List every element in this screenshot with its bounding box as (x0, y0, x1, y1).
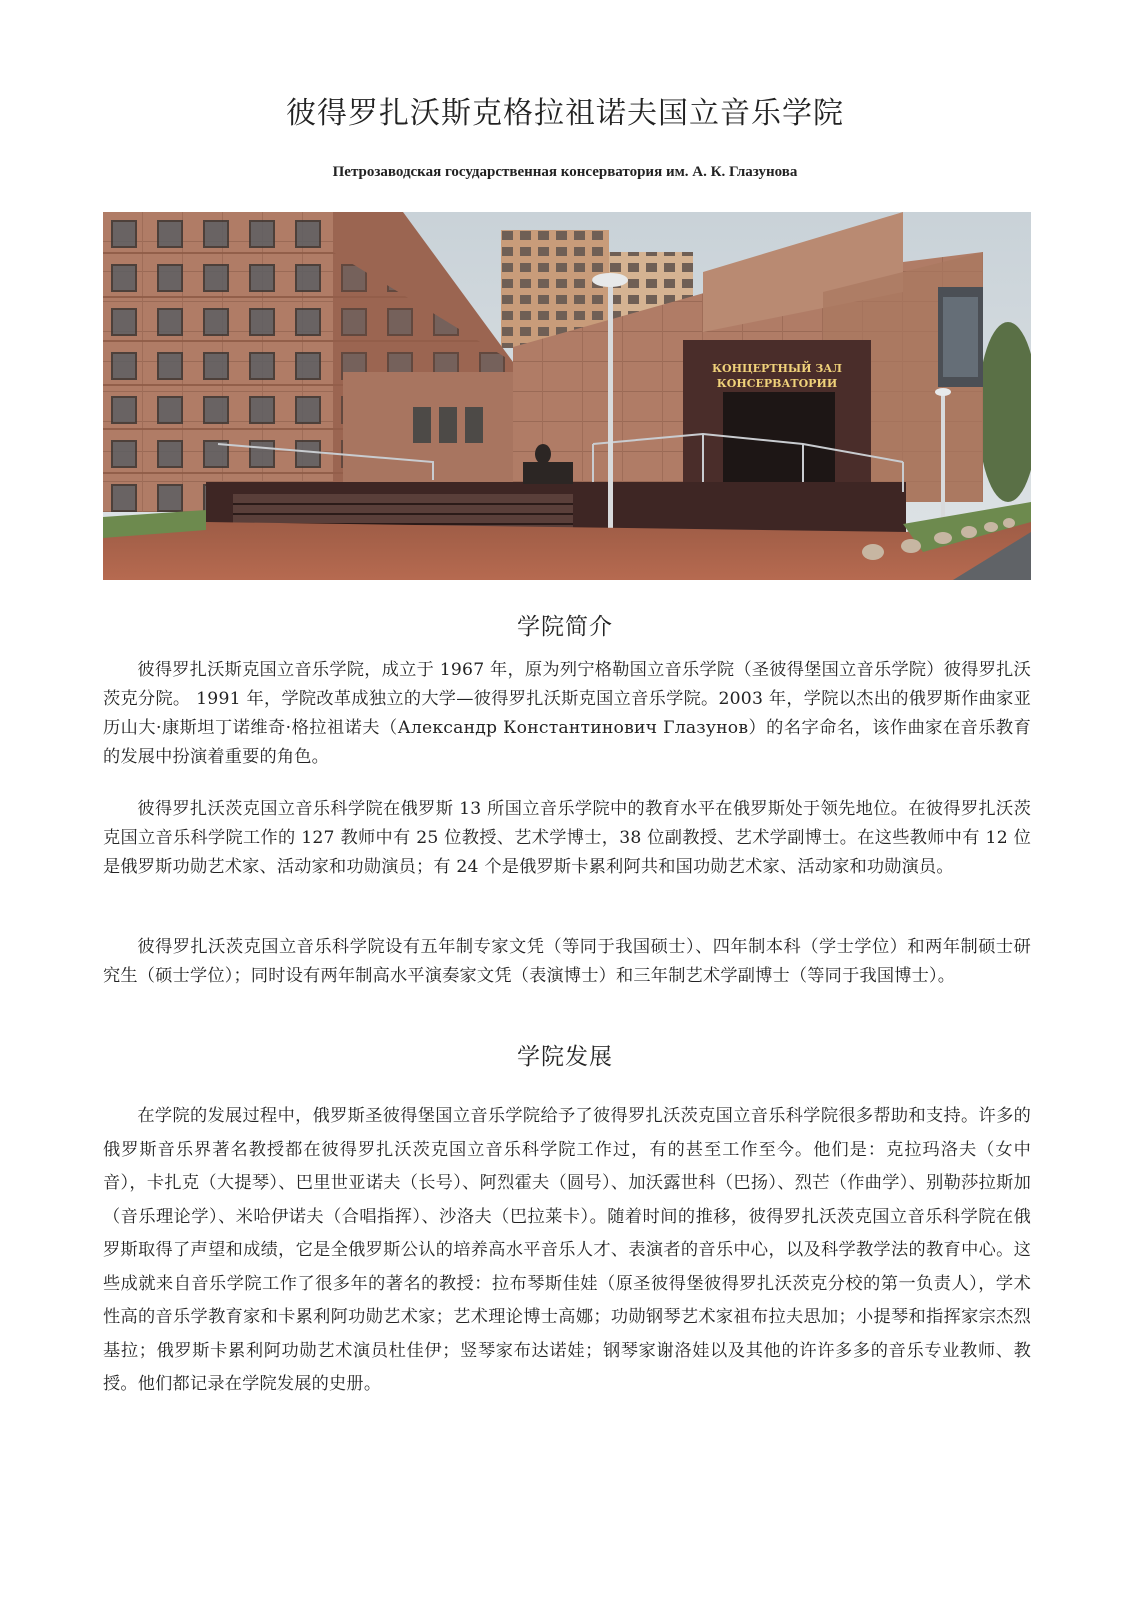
intro-paragraph-1: 彼得罗扎沃斯克国立音乐学院，成立于 1967 年，原为列宁格勒国立音乐学院（圣彼得堡国立音乐学院）彼得罗扎沃茨克分院。 1991 年，学院改革成独立的大学—彼得罗扎沃斯克国立音乐学院。2003 年，学院以杰出的俄罗斯作曲家亚历山大·康斯坦丁诺维奇·格拉祖诺夫（Александр Константинович Глазунов）的名字命名，该作曲家在音乐教育的发展中扮演着重要的角色。 (103, 660, 1031, 767)
section-heading-development: 学院发展 (517, 1044, 613, 1070)
intro-paragraph-2: 彼得罗扎沃茨克国立音乐科学院在俄罗斯 13 所国立音乐学院中的教育水平在俄罗斯处于领先地位。在彼得罗扎沃茨克国立音乐科学院工作的 127 教师中有 25 位教授、艺术学博士，38 位副教授、艺术学副博士。在这些教师中有 12 位是俄罗斯功勋艺术家、活动家和功勋演员；有 24 个是俄罗斯卡累利阿共和国功勋艺术家、活动家和功勋演员。 (103, 799, 1031, 877)
section-heading-intro: 学院简介 (517, 614, 613, 640)
document-title: 彼得罗扎沃斯克格拉祖诺夫国立音乐学院 (286, 96, 844, 131)
development-paragraph-1: 在学院的发展过程中，俄罗斯圣彼得堡国立音乐学院给予了彼得罗扎沃茨克国立音乐科学院很多帮助和支持。许多的俄罗斯音乐界著名教授都在彼得罗扎沃茨克国立音乐科学院工作过，有的甚至工作至今。他们是：克拉玛洛夫（女中音），卡扎克（大提琴）、巴里世亚诺夫（长号）、阿烈霍夫（圆号）、加沃露世科（巴扬）、烈芒（作曲学）、别勒莎拉斯加（音乐理论学）、米哈伊诺夫（合唱指挥）、沙洛夫（巴拉莱卡）。随着时间的推移，彼得罗扎沃茨克国立音乐科学院在俄罗斯取得了声望和成绩，它是全俄罗斯公认的培养高水平音乐人才、表演者的音乐中心，以及科学教学法的教育中心。这些成就来自音乐学院工作了很多年的著名的教授：拉布琴斯佳娃（原圣彼得堡彼得罗扎沃茨克分校的第一负责人），学术性高的音乐学教育家和卡累利阿功勋艺术家；艺术理论博士高娜；功勋钢琴艺术家祖布拉夫思加；小提琴和指挥家宗杰烈基拉；俄罗斯卡累利阿功勋艺术演员杜佳伊；竖琴家布达诺娃；钢琴家谢洛娃以及其他的许许多多的音乐专业教师、教授。他们都记录在学院发展的史册。 (103, 1106, 1031, 1394)
concert-hall-sign-line1: КОНЦЕРТНЫЙ ЗАЛ (712, 362, 842, 375)
conservatory-building-photo (103, 212, 1031, 580)
document-subtitle: Петрозаводская государственная консерватория им. А. К. Глазунова (332, 164, 798, 180)
concert-hall-sign-line2: КОНСЕРВАТОРИИ (716, 377, 838, 390)
intro-paragraph-3: 彼得罗扎沃茨克国立音乐科学院设有五年制专家文凭（等同于我国硕士）、四年制本科（学士学位）和两年制硕士研究生（硕士学位）；同时设有两年制高水平演奏家文凭（表演博士）和三年制艺术学副博士（等同于我国博士）。 (103, 937, 1031, 986)
